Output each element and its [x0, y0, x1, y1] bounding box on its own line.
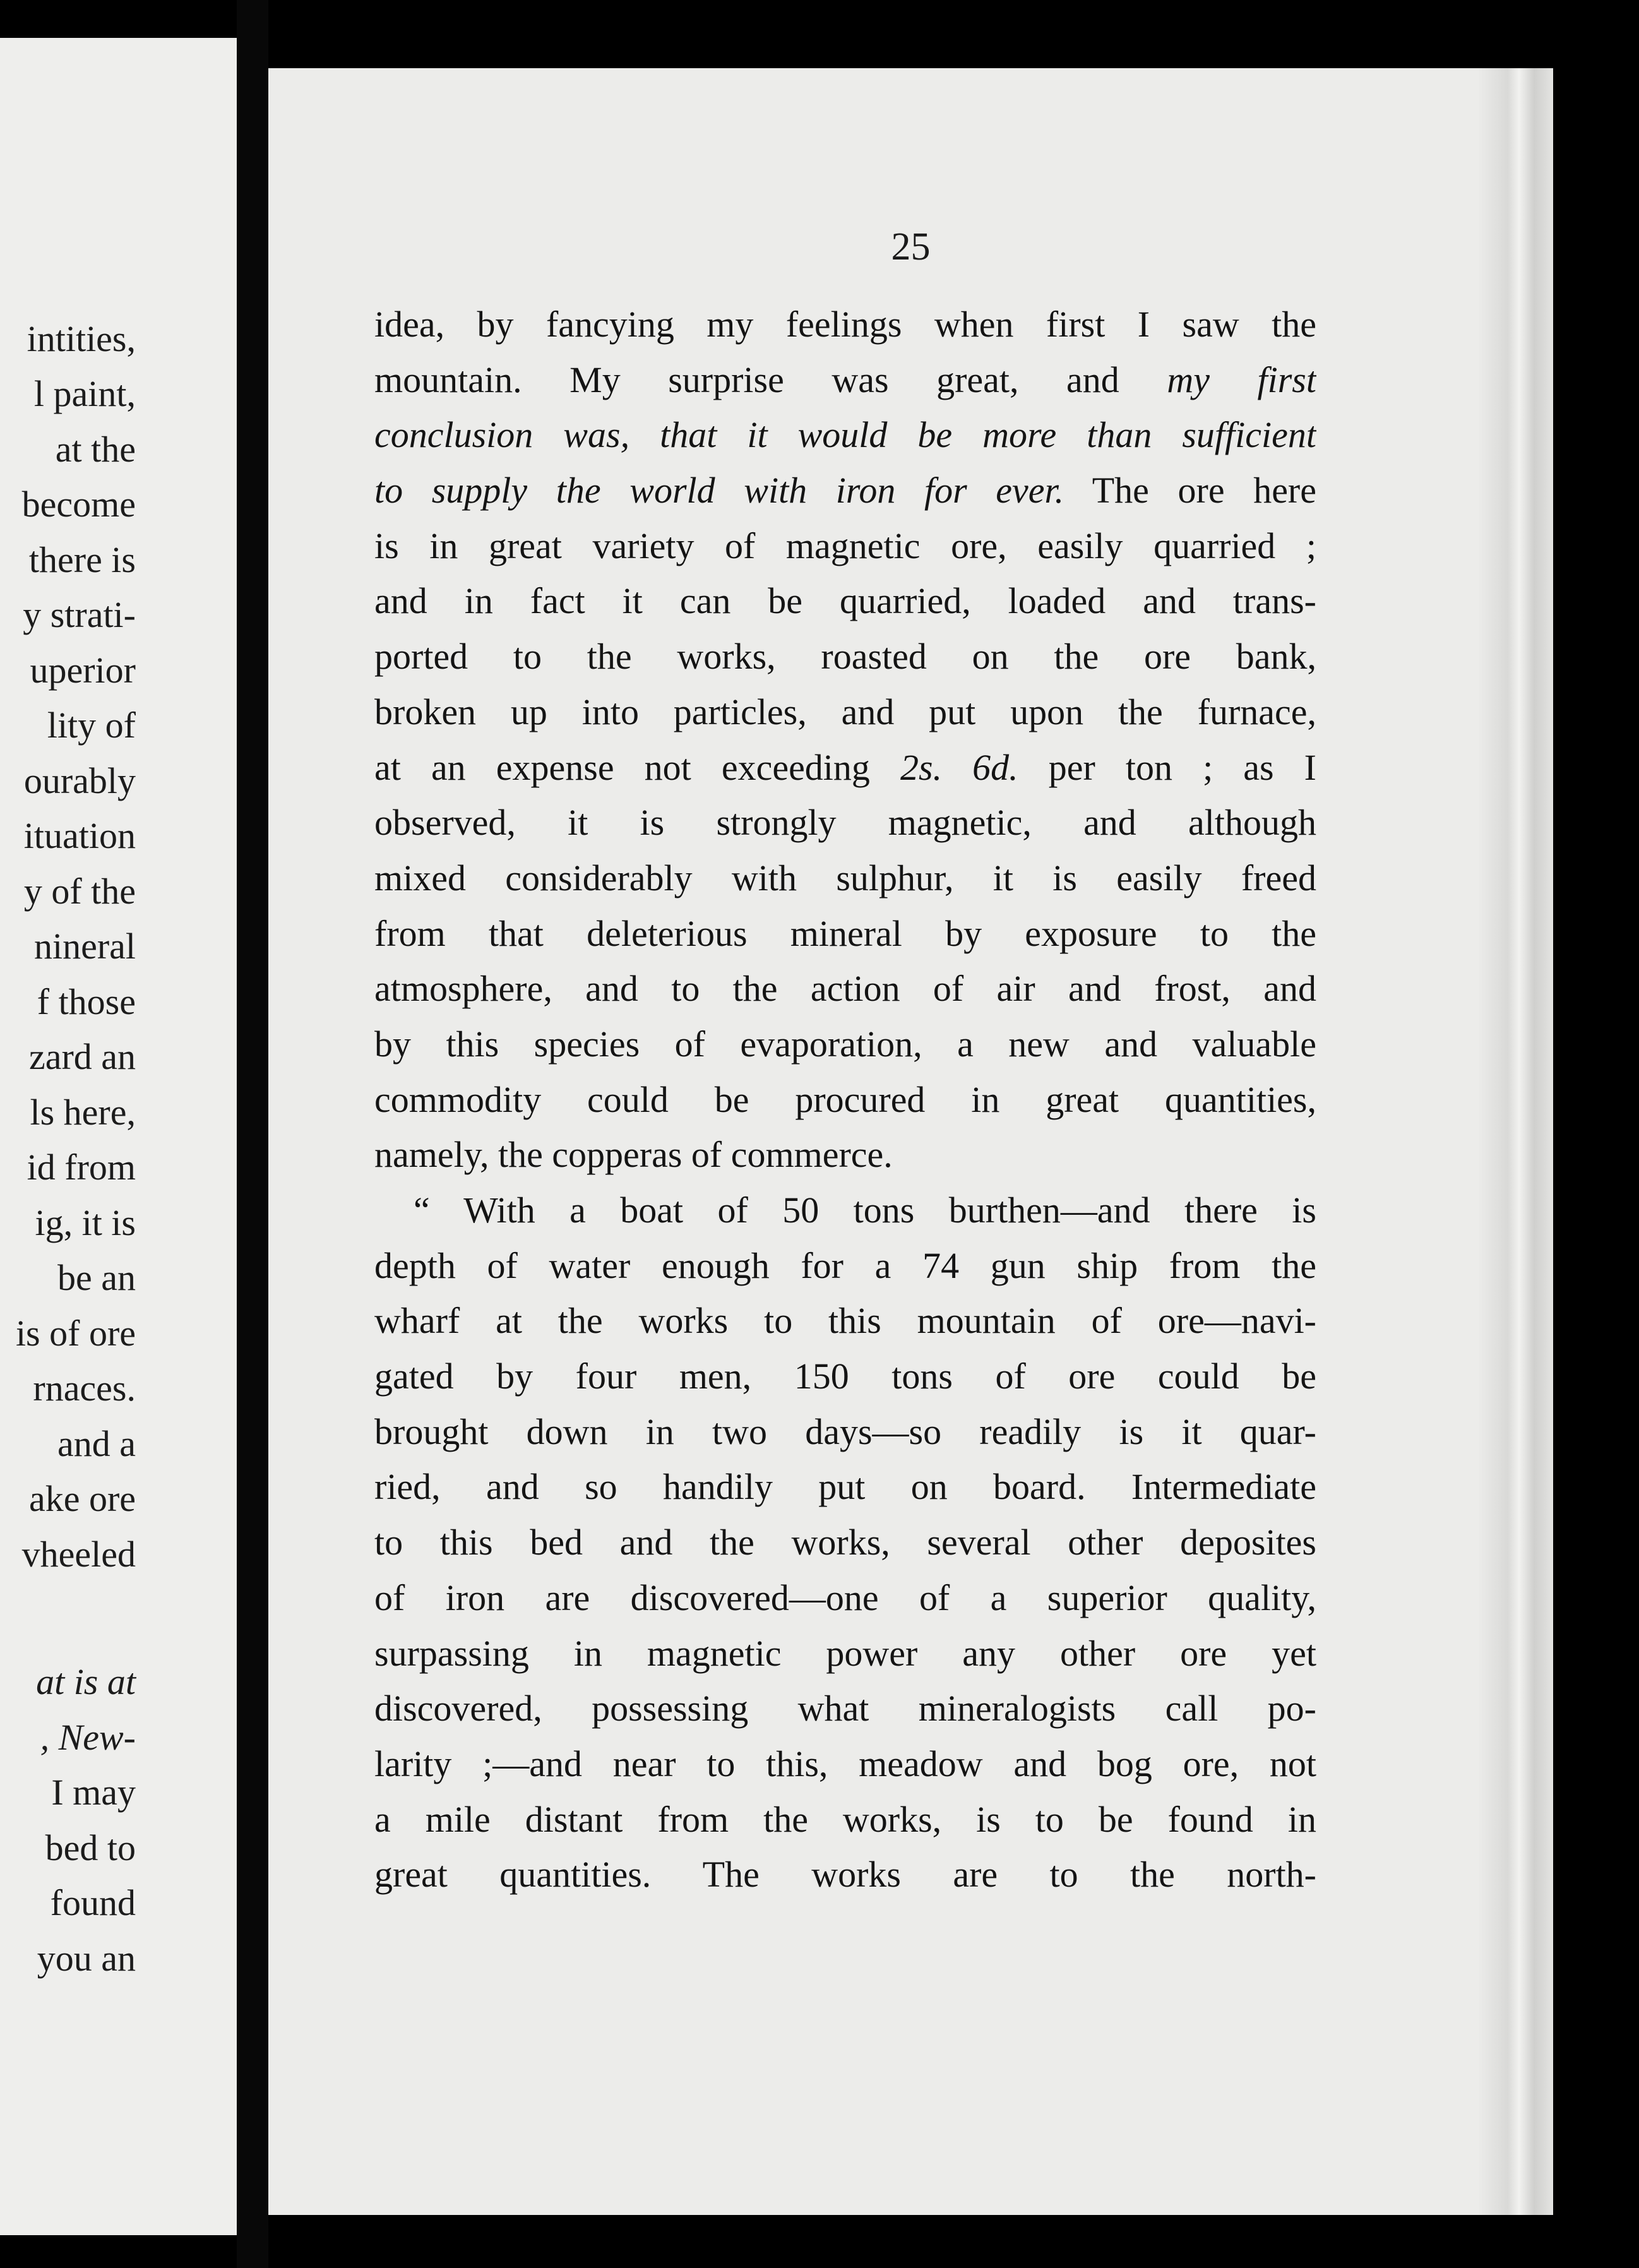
text-line: and in fact it can be quarried, loaded and trans-	[374, 580, 1316, 622]
left-fragment: I may	[51, 1772, 136, 1813]
text-line: commodity could be procured in great quantities,	[374, 1078, 1316, 1120]
text-line: “ With a boat of 50 tons burthen—and there is	[414, 1190, 1316, 1231]
left-fragment: y of the	[23, 871, 136, 912]
text-line: larity ;—and near to this, meadow and bog ore, not	[374, 1743, 1316, 1784]
left-fragment: at is at	[36, 1661, 136, 1702]
right-page	[268, 68, 1553, 2215]
left-fragment: you an	[37, 1938, 136, 1979]
left-fragment: bed to	[45, 1827, 136, 1868]
page-edge	[1477, 68, 1553, 2215]
text-line: to supply the world with iron for ever. The ore here	[374, 470, 1316, 511]
left-fragment: become	[21, 484, 136, 525]
text-line: discovered, possessing what mineralogists call po-	[374, 1688, 1316, 1729]
text-line: observed, it is strongly magnetic, and although	[374, 802, 1316, 844]
left-fragment: ituation	[23, 815, 136, 856]
left-fragment: lity of	[47, 705, 136, 746]
page-number: 25	[891, 225, 931, 268]
text-line: from that deleterious mineral by exposure to the	[374, 912, 1316, 954]
text-line: conclusion was, that it would be more than sufficient	[374, 414, 1316, 456]
text-line: mountain. My surprise was great, and my first	[374, 359, 1316, 400]
left-fragment: ake ore	[28, 1478, 136, 1519]
body-text	[374, 297, 1316, 1902]
text-line: ried, and so handily put on board. Intermediate	[374, 1466, 1316, 1508]
text-line: a mile distant from the works, is to be found in	[374, 1798, 1316, 1840]
text-line: ported to the works, roasted on the ore bank,	[374, 636, 1316, 677]
text-line: great quantities. The works are to the north-	[374, 1854, 1316, 1895]
left-page	[0, 38, 237, 2235]
left-fragment: uperior	[30, 650, 136, 691]
left-fragment: and a	[57, 1423, 136, 1464]
book-gutter	[237, 0, 268, 2268]
left-fragment: is of ore	[15, 1313, 136, 1354]
text-line: of iron are discovered—one of a superior quality,	[374, 1577, 1316, 1618]
left-fragment: rnaces.	[33, 1368, 136, 1409]
left-fragment: at the	[55, 429, 136, 470]
text-line: by this species of evaporation, a new and valuable	[374, 1023, 1316, 1065]
left-fragment: intities,	[27, 318, 136, 359]
text-line: depth of water enough for a 74 gun ship from the	[374, 1244, 1316, 1286]
text-line: idea, by fancying my feelings when first I saw the	[374, 304, 1316, 345]
text-line: to this bed and the works, several other deposites	[374, 1522, 1316, 1563]
left-fragment: , New-	[40, 1717, 136, 1758]
left-fragment: l paint,	[33, 373, 136, 414]
text-line: mixed considerably with sulphur, it is easily freed	[374, 857, 1316, 898]
text-line: at an expense not exceeding 2s. 6d. per ton ; as I	[374, 746, 1316, 788]
left-fragment: be an	[57, 1257, 136, 1298]
text-line: atmosphere, and to the action of air and frost, and	[374, 968, 1316, 1010]
text-line: broken up into particles, and put upon the furnace,	[374, 691, 1316, 732]
left-fragment: found	[50, 1882, 136, 1923]
text-line: brought down in two days—so readily is it quar-	[374, 1411, 1316, 1452]
left-fragment: vheeled	[21, 1534, 136, 1575]
text-line: namely, the copperas of commerce.	[374, 1134, 893, 1176]
left-fragment: f those	[37, 981, 136, 1022]
left-fragment: ourably	[23, 760, 136, 801]
left-fragment: ig, it is	[35, 1202, 136, 1243]
left-fragment: nineral	[33, 926, 136, 967]
left-fragment: zard an	[28, 1036, 136, 1077]
text-line: is in great variety of magnetic ore, easily quarried ;	[374, 525, 1316, 566]
left-fragment: there is	[28, 539, 136, 580]
text-line: surpassing in magnetic power any other ore yet	[374, 1632, 1316, 1674]
text-line: gated by four men, 150 tons of ore could be	[374, 1356, 1316, 1397]
text-line: wharf at the works to this mountain of ore—navi-	[374, 1300, 1316, 1342]
left-fragment: ls here,	[30, 1092, 136, 1133]
left-fragment: y strati-	[23, 594, 136, 635]
left-fragment: id from	[27, 1147, 136, 1188]
